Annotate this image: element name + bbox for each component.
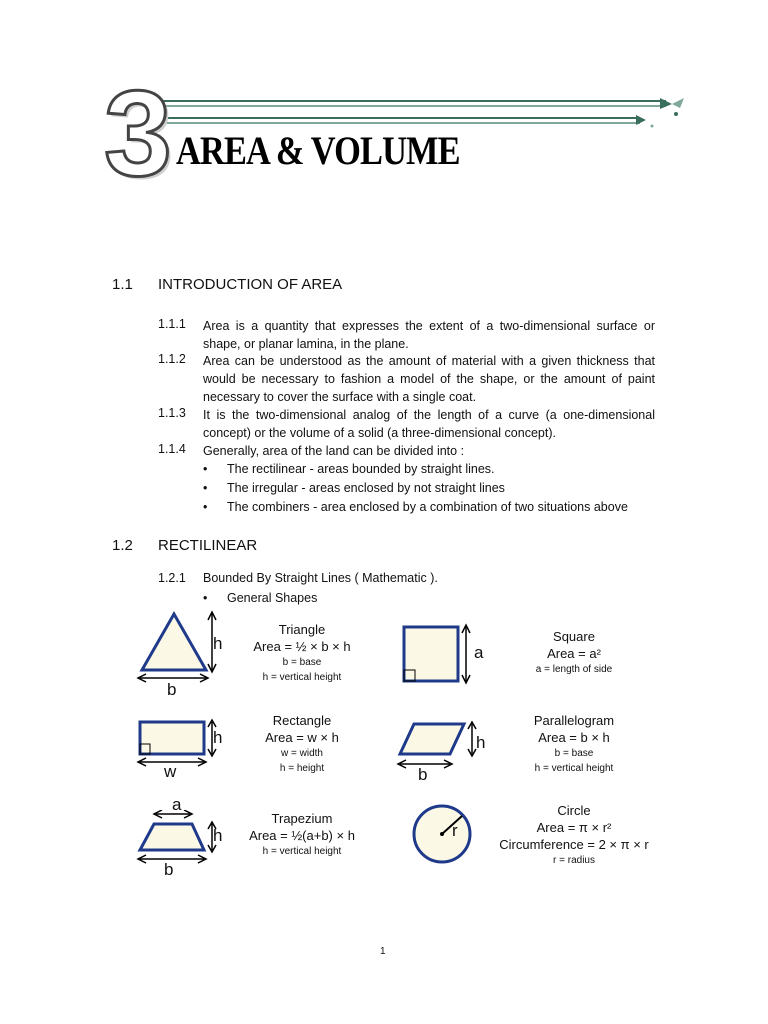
triangle-b-label: b	[167, 680, 177, 699]
item-text: Generally, area of the land can be divided into :	[203, 444, 465, 458]
square-caption: Square Area = a² a = length of side	[535, 629, 613, 675]
item-number: 1.1.2	[158, 352, 186, 366]
item-text: Area can be understood as the amount of material with a given thickness that would be necessary to fashion a model of the shape, or the amount of paint necessary to cover the surface with a single coat.	[203, 354, 655, 404]
item-text: Bounded By Straight Lines ( Mathematic ).	[203, 571, 438, 585]
rectangle-caption: Rectangle Area = w × h w = width h = height	[265, 713, 339, 774]
square-a-label: a	[474, 643, 484, 662]
trapezium-h-label: h	[213, 826, 223, 845]
parallelogram-caption: Parallelogram Area = b × h b = base h = vertical height	[533, 713, 615, 774]
trapezium-caption: Trapezium Area = ½(a+b) × h h = vertical height	[249, 811, 355, 857]
section-title: RECTILINEAR	[158, 537, 258, 554]
chapter-number: 3	[104, 65, 172, 201]
item-number: 1.1.4	[158, 442, 186, 456]
item-number: 1.2.1	[158, 571, 186, 585]
triangle-caption: Triangle Area = ½ × b × h b = base h = vertical height	[253, 622, 351, 683]
section-title: INTRODUCTION OF AREA	[158, 276, 343, 293]
trapezium-b-label: b	[164, 860, 174, 879]
circle-diagram	[408, 800, 480, 870]
square-diagram	[398, 620, 474, 690]
header-decorative-rule	[160, 96, 688, 130]
item-text: Area is a quantity that expresses the extent of a two-dimensional surface or shape, or planar lamina, in the plane.	[203, 319, 655, 351]
section-number: 1.1	[112, 276, 133, 293]
item-text: It is the two-dimensional analog of the length of a curve (a one-dimensional concept) or the volume of a solid (a three-dimensional concept).	[203, 408, 655, 440]
list-item: • The rectilinear - areas bounded by straight lines.	[203, 462, 495, 476]
rectangle-w-label: w	[164, 762, 177, 781]
trapezium-a-label: a	[172, 795, 182, 814]
section-number: 1.2	[112, 537, 133, 554]
triangle-diagram	[134, 608, 234, 702]
triangle-h-label: h	[213, 634, 223, 653]
page-number: 1	[380, 946, 386, 957]
circle-caption: Circle Area = π × r² Circumference = 2 × π × r r = radius	[499, 803, 649, 866]
list-item: • General Shapes	[203, 591, 318, 605]
parallelogram-h-label: h	[476, 733, 486, 752]
rectangle-h-label: h	[213, 728, 223, 747]
parallelogram-b-label: b	[418, 765, 428, 784]
circle-r-label: r	[452, 821, 458, 840]
list-item: • The irregular - areas enclosed by not straight lines	[203, 481, 505, 495]
chapter-title: AREA & VOLUME	[176, 128, 460, 173]
item-number: 1.1.1	[158, 317, 186, 331]
item-number: 1.1.3	[158, 406, 186, 420]
list-item: • The combiners - area enclosed by a combination of two situations above	[203, 500, 628, 514]
